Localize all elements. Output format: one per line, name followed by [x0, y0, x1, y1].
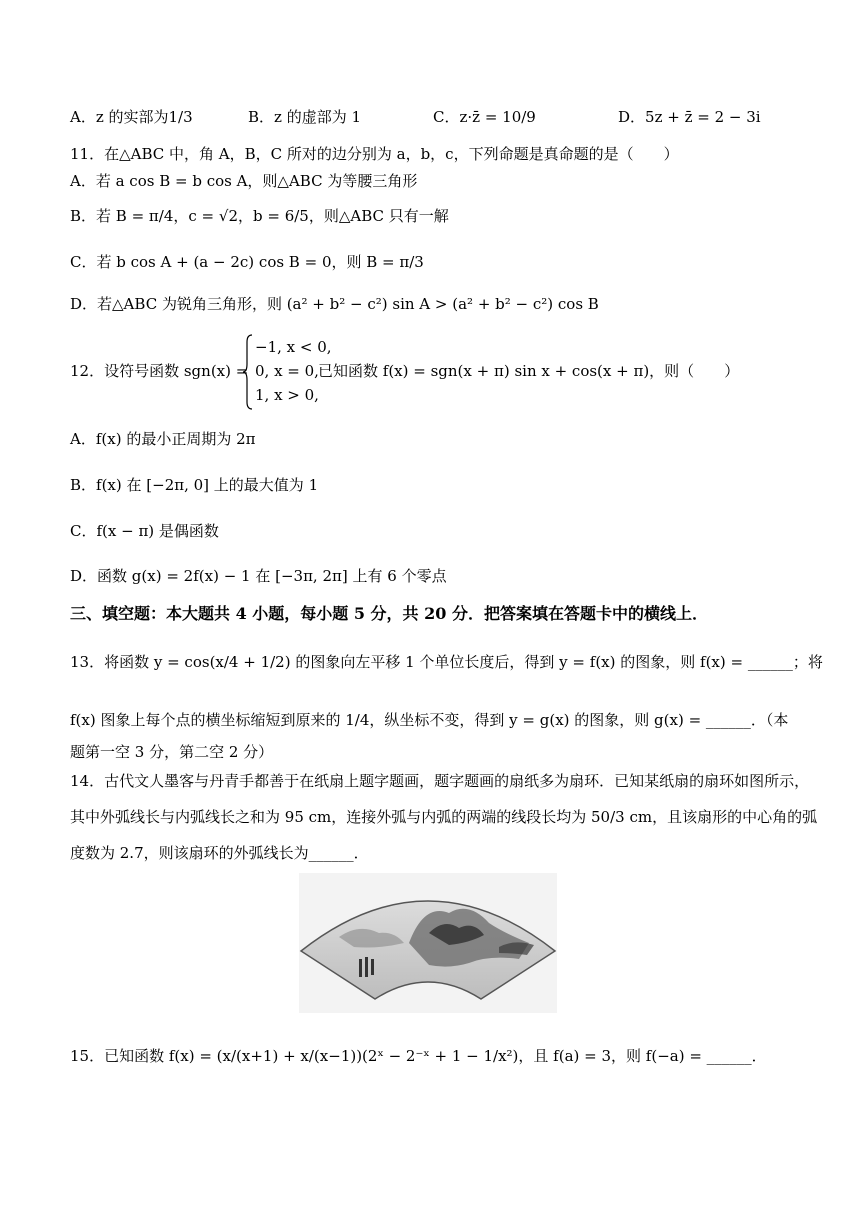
q10-option-a: A．z 的实部为1/3 [70, 108, 193, 126]
fan-painting-figure [299, 873, 557, 1013]
q12-option-d: D．函数 g(x) = 2f(x) − 1 在 [−3π, 2π] 上有 6 个零点 [70, 567, 447, 585]
q12-case-1: −1, x < 0, [255, 338, 332, 356]
q12-brace [243, 334, 253, 410]
section-3-heading: 三、填空题：本大题共 4 小题，每小题 5 分，共 20 分．把答案填在答题卡中的横线上． [70, 604, 708, 623]
q11-option-d: D．若△ABC 为锐角三角形，则 (a² + b² − c²) sin A > (a² + b² − c²) cos B [70, 295, 599, 313]
q12-case-2: 0, x = 0, [255, 362, 319, 380]
q14-line-1: 14．古代文人墨客与丹青手都善于在纸扇上题字题画，题字题画的扇纸多为扇环．已知某纸扇的扇环如图所示， [70, 772, 810, 790]
q11-option-a: A．若 a cos B = b cos A，则△ABC 为等腰三角形 [70, 172, 418, 190]
q12-stem-prefix: 12．设符号函数 sgn(x) = [70, 362, 249, 380]
q15-line: 15．已知函数 f(x) = (x/(x+1) + x/(x−1))(2ˣ − 2⁻ˣ + 1 − 1/x²)，且 f(a) = 3，则 f(−a) = ______． [70, 1047, 767, 1065]
q13-line-2: f(x) 图象上每个点的横坐标缩短到原来的 1/4，纵坐标不变，得到 y = g(x) 的图象，则 g(x) = ______．（本 [70, 711, 789, 729]
q12-case-3: 1, x > 0, [255, 386, 319, 404]
q12-option-c: C．f(x − π) 是偶函数 [70, 522, 219, 540]
q10-option-c: C．z·z̄ = 10/9 [433, 108, 536, 126]
q10-option-d: D．5z + z̄ = 2 − 3i [618, 108, 761, 126]
q13-line-1: 13．将函数 y = cos(x/4 + 1/2) 的图象向左平移 1 个单位长度后，得到 y = f(x) 的图象，则 f(x) = ______；将 [70, 653, 823, 671]
q14-line-2: 其中外弧线长与内弧线长之和为 95 cm，连接外弧与内弧的两端的线段长均为 50/3 cm，且该扇形的中心角的弧 [70, 808, 818, 826]
q14-line-3: 度数为 2.7，则该扇环的外弧线长为______． [70, 844, 369, 862]
q13-line-3: 题第一空 3 分，第二空 2 分） [70, 743, 274, 761]
q10-option-b: B．z 的虚部为 1 [248, 108, 362, 126]
q12-option-b: B．f(x) 在 [−2π, 0] 上的最大值为 1 [70, 476, 319, 494]
q12-stem-suffix: 已知函数 f(x) = sgn(x + π) sin x + cos(x + π)，则（ ） [318, 362, 740, 380]
q11-option-b: B．若 B = π/4，c = √2，b = 6/5，则△ABC 只有一解 [70, 207, 449, 225]
q11-option-c: C．若 b cos A + (a − 2c) cos B = 0，则 B = π/3 [70, 253, 424, 271]
q11-stem: 11．在△ABC 中，角 A，B，C 所对的边分别为 a，b，c，下列命题是真命题的是（ ） [70, 145, 679, 163]
q12-option-a: A．f(x) 的最小正周期为 2π [70, 430, 256, 448]
